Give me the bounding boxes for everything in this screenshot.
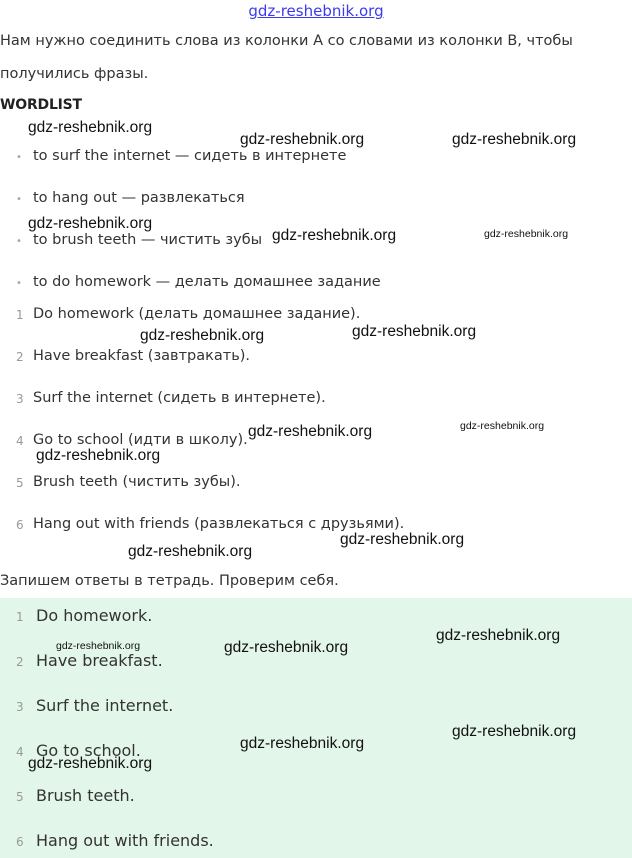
- answer-number: 3: [16, 700, 24, 714]
- answer-text: Go to school.: [36, 741, 141, 760]
- phrase-text: Hang out with friends (развлекаться с друзьями).: [33, 516, 405, 532]
- answer-text: Brush teeth.: [36, 786, 135, 805]
- phrase-text: Brush teeth (чистить зубы).: [33, 474, 241, 490]
- bullet-icon: •: [16, 152, 22, 163]
- watermark: gdz-reshebnik.org: [140, 327, 265, 344]
- watermark: gdz-reshebnik.org: [340, 531, 465, 548]
- phrase-number: 3: [16, 392, 24, 406]
- answer-number: 2: [16, 655, 24, 669]
- watermark: gdz-reshebnik.org: [248, 423, 373, 440]
- wordlist-item: to do homework — делать домашнее задание: [33, 274, 381, 290]
- answer-text: Have breakfast.: [36, 651, 163, 670]
- answer-text: Do homework.: [36, 606, 153, 625]
- answer-number: 4: [16, 745, 24, 759]
- wordlist-heading: WORDLIST: [0, 97, 82, 113]
- watermark: gdz-reshebnik.org: [28, 215, 153, 232]
- watermark: gdz-reshebnik.org: [28, 755, 153, 772]
- watermark: gdz-reshebnik.org: [460, 420, 545, 432]
- wordlist-item: to hang out — развлекаться: [33, 190, 245, 206]
- watermark: gdz-reshebnik.org: [36, 447, 161, 464]
- wordlist-item: to surf the internet — сидеть в интернете: [33, 148, 347, 164]
- watermark: gdz-reshebnik.org: [128, 543, 253, 560]
- site-link[interactable]: gdz-reshebnik.org: [248, 2, 384, 20]
- watermark: gdz-reshebnik.org: [28, 119, 153, 136]
- watermark: gdz-reshebnik.org: [484, 228, 569, 240]
- watermark: gdz-reshebnik.org: [56, 640, 141, 652]
- watermark: gdz-reshebnik.org: [452, 131, 577, 148]
- bullet-icon: •: [16, 278, 22, 289]
- watermark: gdz-reshebnik.org: [272, 227, 397, 244]
- phrase-number: 4: [16, 434, 24, 448]
- phrase-number: 2: [16, 350, 24, 364]
- answer-number: 6: [16, 835, 24, 849]
- wordlist-item: to brush teeth — чистить зубы: [33, 232, 263, 248]
- check-text: Запишем ответы в тетрадь. Проверим себя.: [0, 573, 339, 589]
- phrase-number: 5: [16, 476, 24, 490]
- watermark: gdz-reshebnik.org: [452, 723, 577, 740]
- answer-number: 1: [16, 610, 24, 624]
- intro-line-1: Нам нужно соединить слова из колонки А со словами из колонки В, чтобы: [0, 33, 573, 49]
- phrase-text: Surf the internet (сидеть в интернете).: [33, 390, 326, 406]
- answer-text: Hang out with friends.: [36, 831, 214, 850]
- phrase-number: 1: [16, 308, 24, 322]
- watermark: gdz-reshebnik.org: [224, 639, 349, 656]
- watermark: gdz-reshebnik.org: [436, 627, 561, 644]
- bullet-icon: •: [16, 236, 22, 247]
- answer-number: 5: [16, 790, 24, 804]
- phrase-text: Have breakfast (завтракать).: [33, 348, 251, 364]
- watermark: gdz-reshebnik.org: [240, 131, 365, 148]
- phrase-text: Go to school (идти в школу).: [33, 432, 248, 448]
- watermark: gdz-reshebnik.org: [240, 735, 365, 752]
- phrase-number: 6: [16, 518, 24, 532]
- watermark: gdz-reshebnik.org: [352, 323, 477, 340]
- phrase-text: Do homework (делать домашнее задание).: [33, 306, 361, 322]
- bullet-icon: •: [16, 194, 22, 205]
- answer-text: Surf the internet.: [36, 696, 174, 715]
- intro-line-2: получились фразы.: [0, 66, 149, 82]
